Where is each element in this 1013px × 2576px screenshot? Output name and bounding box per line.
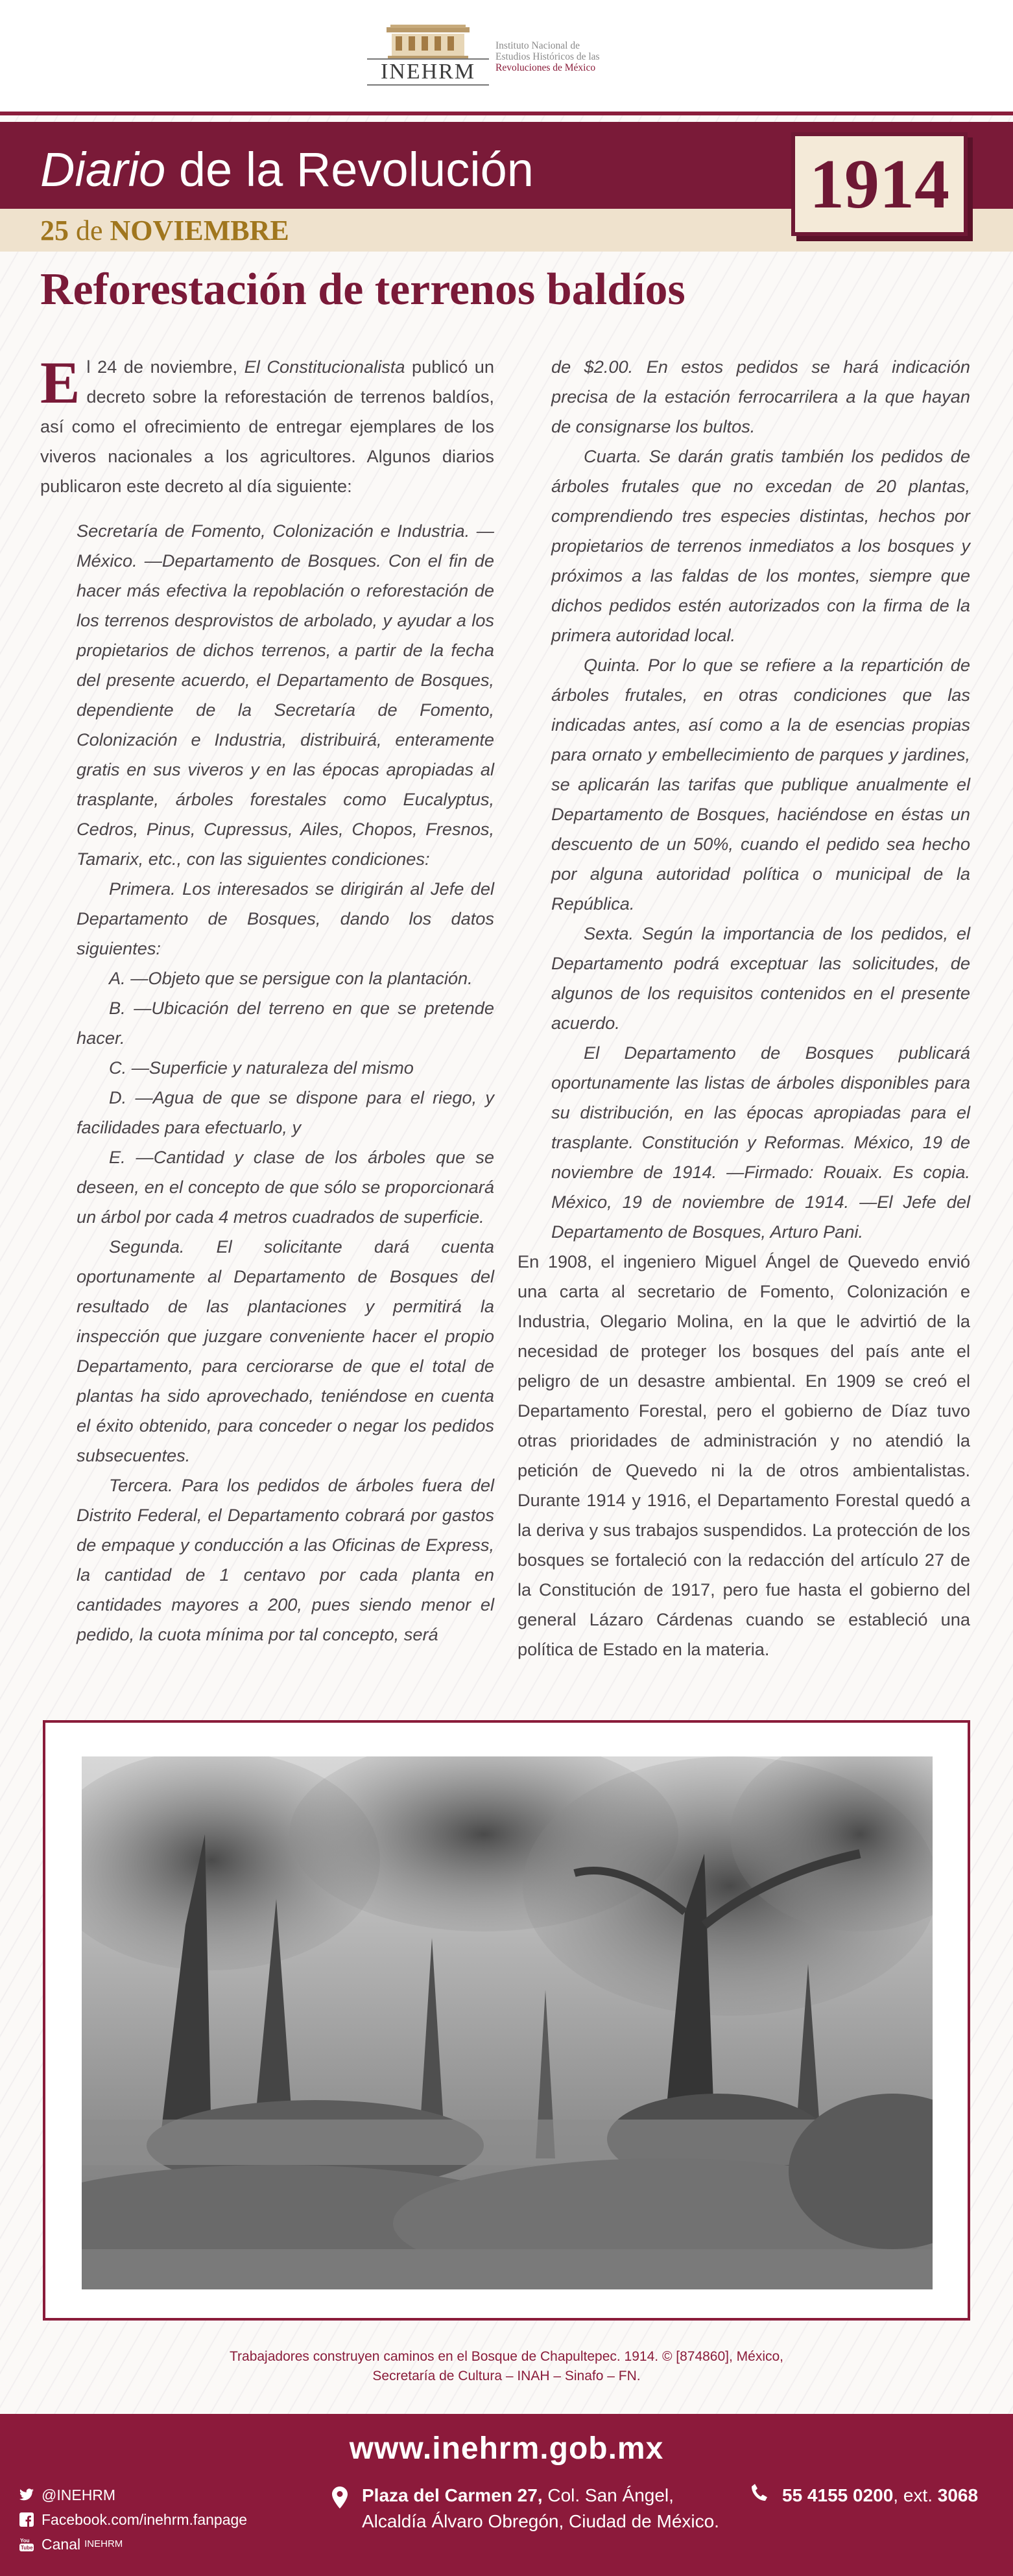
twitter-icon: [18, 2487, 35, 2503]
quote-list-item: C. —Superficie y naturaleza del mismo: [109, 1058, 414, 1078]
quote-list-item: B. —Ubicación del terreno en que se pretende hacer.: [77, 998, 494, 1048]
quote-list-item: A. —Objeto que se persigue con la plantación.: [109, 968, 473, 988]
photo-frame: [43, 1720, 970, 2321]
series-title: [40, 144, 534, 196]
logo-text: INEHRM: [367, 58, 489, 86]
svg-text:You: You: [20, 2538, 30, 2544]
drop-cap: E: [40, 349, 80, 416]
top-header: [0, 0, 1013, 112]
quote-paragraph: El Departamento de Bosques publicará oportunamente las listas de árboles disponibles para su distribución, en las épocas apropiadas para el trasplante. Constitución y Reformas. México, 19 de noviembre de 1914. —Firmado: Rouaix. Es copia. México, 19 de noviembre de 1914. —El Jefe del Departamento de Bosques, Arturo Pani.: [551, 1043, 970, 1242]
quote-paragraph: Segunda. El solicitante dará cuenta oportunamente al Departamento de Bosques del resultado de las plantaciones y permitirá la inspección que juzgare conveniente hacer el propio Departamento, para cerciorarse de que el total de plantas ha sido aprovechado, teniéndose en cuenta el éxito obtenido, para conceder o negar los pedidos subsecuentes.: [77, 1236, 494, 1465]
caption-line-1: Trabajadores construyen caminos en el Bosque de Chapultepec. 1914. © [874860], México,: [229, 2349, 784, 2364]
forest-photo-illustration: [82, 1756, 933, 2289]
quote-paragraph: Quinta. Por lo que se refiere a la repartición de árboles frutales, en otras condiciones que las indicadas antes, así como a la de esencias propias para ornato y embellecimiento de parques y jardines, se aplicarán las tarifas que publique anualmente el Departamento de Bosques, haciéndose en éstas un descuento de un 50%, cuando el pedido sea hecho por alguna autoridad política o municipal de la República.: [551, 655, 970, 914]
institute-line-3: Revoluciones de México: [495, 62, 596, 73]
facebook-url: Facebook.com/inehrm.fanpage: [42, 2511, 248, 2528]
issue-date: [40, 215, 289, 247]
intro-source: El Constitucionalista: [244, 357, 405, 377]
phone-text: [782, 2483, 978, 2509]
youtube-icon: [18, 2536, 35, 2553]
inehrm-logo[interactable]: [367, 22, 600, 87]
series-title-rest: de la Revolución: [165, 143, 534, 196]
twitter-handle: @INEHRM: [42, 2487, 116, 2503]
date-month: NOVIEMBRE: [110, 215, 289, 246]
facebook-link[interactable]: [18, 2507, 247, 2532]
decree-quote-left: [77, 516, 494, 1649]
phone-number: 55 4155 0200: [782, 2485, 894, 2505]
address-line-1: [362, 2483, 719, 2509]
phone-icon: [751, 2483, 768, 2509]
address-line-2: Alcaldía Álvaro Obregón, Ciudad de México.: [362, 2511, 719, 2531]
quote-paragraph: Cuarta. Se darán gratis también los pedidos de árboles frutales que no excedan de 20 plantas, comprendiendo tres especies distintas, hechos por propietarios de terrenos inmediatos a los bosques y próximos a las faldas de los montes, siempre que dichos pedidos estén autorizados con la firma de la primera autoridad local.: [551, 446, 970, 645]
year-badge: [791, 132, 968, 236]
website-link[interactable]: www.inehrm.gob.mx: [349, 2431, 664, 2466]
quote-paragraph: de $2.00. En estos pedidos se hará indicación precisa de la estación ferrocarrilera a la que hayan de consignarse los bultos.: [551, 357, 970, 436]
phone[interactable]: [751, 2483, 978, 2509]
address-colonia: Col. San Ángel,: [542, 2485, 674, 2505]
youtube-link[interactable]: [18, 2532, 247, 2557]
historic-photo: [82, 1756, 933, 2289]
quote-list-item: D. —Agua de que se dispone para el riego, y facilidades para efectuarlo, y: [77, 1087, 494, 1137]
date-day: 25: [40, 215, 69, 246]
youtube-label: Canal: [42, 2536, 81, 2553]
quote-paragraph: Tercera. Para los pedidos de árboles fuera del Distrito Federal, el Departamento cobrará por gastos de empaque y conducción a las Oficinas de Express, la cantidad de 1 centavo por cada planta en cantidades mayores a 200, pues siendo menor el pedido, la cuota mínima por tal concepto, será: [77, 1475, 494, 1644]
address: [332, 2483, 719, 2535]
caption-line-2: Secretaría de Cultura – INAH – Sinafo – FN.: [372, 2369, 641, 2383]
intro-paragraph: [40, 349, 494, 501]
footer: [0, 2414, 1013, 2576]
article-column-left: [40, 349, 494, 1649]
intro-part-2: publicó un decreto sobre la reforestación de terrenos baldíos, así como el ofrecimiento de entregar ejemplares de los viveros nacionales a los agricultores. Algunos diarios publicaron este decreto al día siguiente:: [40, 357, 494, 496]
institute-line-1: Instituto Nacional de: [495, 40, 580, 51]
series-title-italic: Diario: [40, 143, 166, 196]
article-column-right: [518, 352, 970, 1664]
location-pin-icon: [332, 2487, 348, 2535]
svg-text:Tube: Tube: [21, 2545, 33, 2551]
address-text: [362, 2483, 719, 2535]
institute-name: [495, 40, 600, 73]
building-icon: [385, 23, 471, 60]
institute-line-2: Estudios Históricos de las: [495, 51, 600, 62]
quote-paragraph: Primera. Los interesados se dirigirán al Jefe del Departamento de Bosques, dando los datos siguientes:: [77, 879, 494, 958]
intro-part-1: l 24 de noviembre,: [86, 357, 244, 377]
logo-mark: [367, 22, 489, 87]
youtube-channel: INEHRM: [84, 2538, 123, 2549]
phone-ext-label: , ext.: [893, 2485, 938, 2505]
twitter-link[interactable]: [18, 2483, 247, 2507]
closing-paragraph: En 1908, el ingeniero Miguel Ángel de Quevedo envió una carta al secretario de Fomento, Colonización e Industria, Olegario Molina, en la que le advirtió de la necesidad de proteger los bosques del país ante el peligro de un desastre ambiental. En 1909 se creó el Departamento Forestal, pero el gobierno de Díaz tuvo otras prioridades de administración y no atendió la petición de Quevedo ni la de otros ambientalistas. Durante 1914 y 1916, el Departamento Forestal quedó a la deriva y sus trabajos suspendidos. La protección de los bosques se fortaleció con la redacción del artículo 27 de la Constitución de 1917, pero fue hasta el gobierno del general Lázaro Cárdenas cuando se estableció una política de Estado en la materia.: [518, 1251, 970, 1659]
quote-paragraph: Secretaría de Fomento, Colonización e Industria. —México. —Departamento de Bosques. Con el fin de hacer más efectiva la repoblación o reforestación de los terrenos desprovistos de arbolado, y ayudar a los propietarios de dichos terrenos, a partir de la fecha del presente acuerdo, el Departamento de Bosques, dependiente de la Secretaría de Fomento, Colonización e Industria, distribuirá, enteramente gratis en sus viveros y en las épocas apropiadas al trasplante, árboles forestales como Eucalyptus, Cedros, Pinus, Cupressus, Ailes, Chopos, Fresnos, Tamarix, etc., con las siguientes condiciones:: [77, 521, 494, 869]
header-divider: [0, 112, 1013, 115]
phone-ext: 3068: [937, 2485, 979, 2505]
decree-quote-right: [551, 352, 970, 1247]
facebook-icon: [18, 2511, 35, 2528]
address-street: Plaza del Carmen 27,: [362, 2485, 543, 2505]
year-text: 1914: [809, 146, 949, 223]
photo-caption: [0, 2347, 1013, 2386]
quote-list-item: E. —Cantidad y clase de los árboles que se deseen, en el concepto de que sólo se proporcionará un árbol por cada 4 metros cuadrados de superficie.: [77, 1147, 494, 1227]
article-title: Reforestación de terrenos baldíos: [40, 265, 685, 314]
quote-paragraph: Sexta. Según la importancia de los pedidos, el Departamento podrá exceptuar las solicitudes, de algunos de los requisitos contenidos en el presente acuerdo.: [551, 923, 970, 1033]
social-links: [18, 2483, 247, 2557]
date-de: de: [76, 215, 103, 246]
